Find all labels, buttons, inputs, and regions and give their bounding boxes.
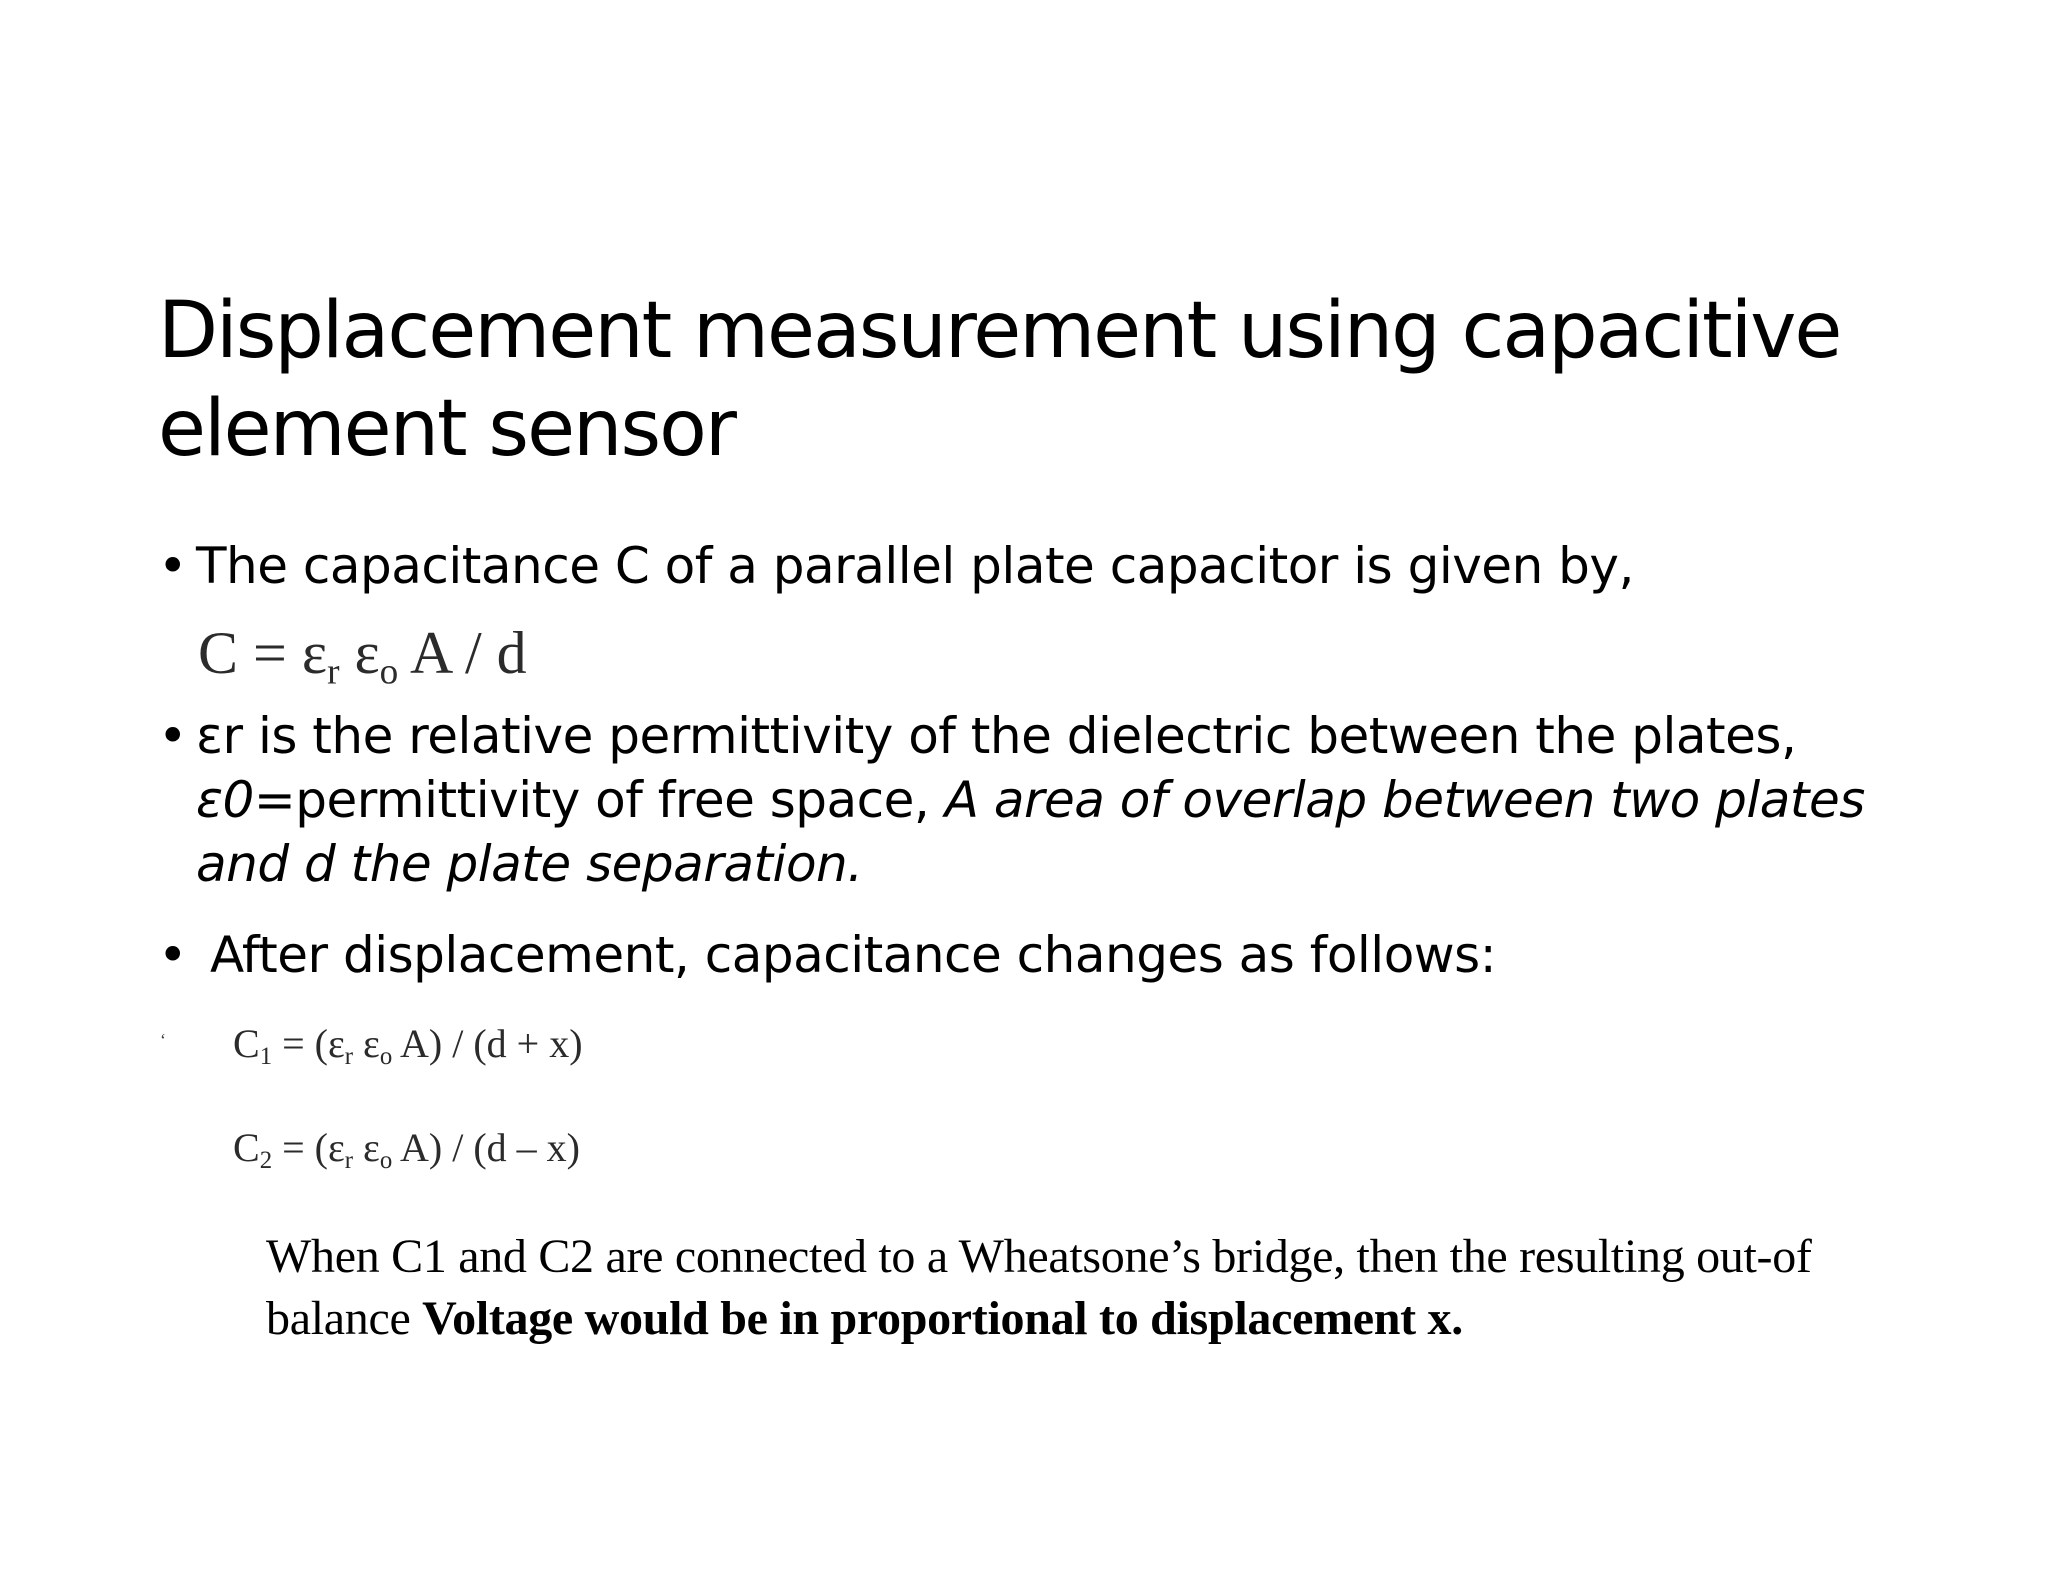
bullet-text: εr is the relative permittivity of the dielectric between the plates, ε0=permittivity of free space, A area of overlap between two plates and d the plate separation. [196,707,1865,893]
bullet-dot: • [158,707,187,765]
stray-mark: ‘ [160,1030,166,1050]
bullet-dot: • [158,926,187,984]
formula-c1: $C_1 = (\varepsilon_r$ $\varepsilon_o$ A) / (d + x) [233,1021,583,1070]
slide-title: Displacement measurement using capacitive element sensor [158,286,1841,474]
formula-capacitance: $C = \varepsilon_r$ $\varepsilon_o$ A / d [198,620,527,693]
bullet-dot: • [158,537,187,595]
bullet-text: After displacement, capacitance changes as follows: [210,926,1497,984]
wheatstone-note: When C1 and C2 are connected to a Wheatsone’s bridge, then the resulting out-of balance Voltage would be in proportional to displacement x. [266,1230,1812,1345]
bullet-text: The capacitance C of a parallel plate capacitor is given by, [196,537,1634,595]
formula-c2: $C_2 = (\varepsilon_r$ $\varepsilon_o$ A) / (d – x) [233,1125,581,1174]
